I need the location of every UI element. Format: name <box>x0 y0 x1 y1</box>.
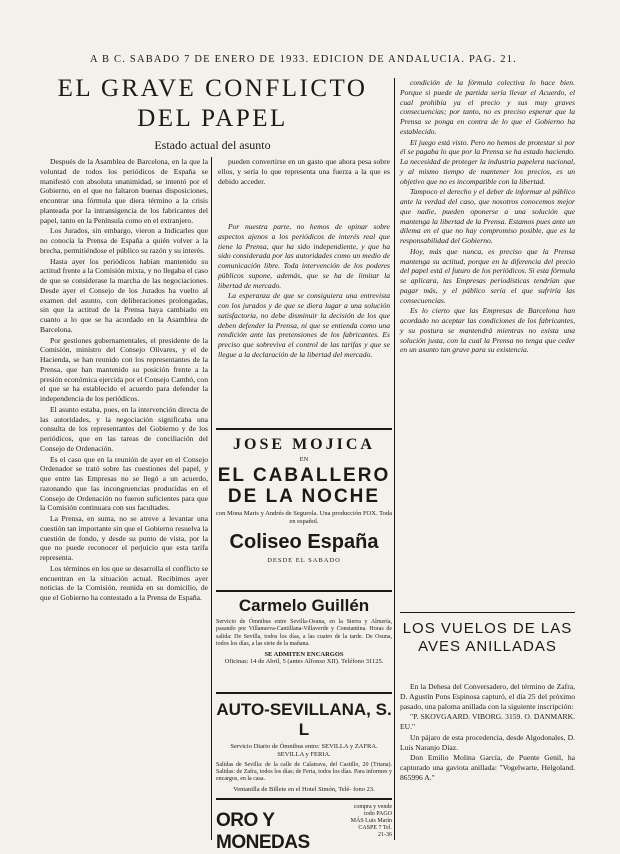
aves-article <box>400 682 575 840</box>
article-column-a <box>40 157 208 840</box>
article-column-c <box>400 78 575 608</box>
paragraph: Por nuestra parte, no hemos de opinar sobre aspectos ajenos a los periódicos de interés real que tiene la Prensa, que ha sido independiente, y que ha sido considerada por las autoridades como un medio de comunicación libre. Toda intervención de los poderes públicos supone, además, que se ha de limitar la libertad de mercado. <box>218 222 390 290</box>
ad-caballero-sub: con Mona Maris y Andrés de Segurola. Una producción FOX. Toda en español. <box>216 509 392 525</box>
section-divider <box>400 612 575 613</box>
paragraph: "P. SKOVGAARD. VIBORG. 3159. O. DANMARK. EU." <box>400 712 575 731</box>
paragraph: Es el caso que en la reunión de ayer en el Consejo Ordenador se trató sobre las cuestiones del papel, y que entre las Empresas no se llegó a un acuerdo, razonando que las incongruencias producidas en el Consejo de Ordenación no fueron suficientes para que la Comisión continuara con sus facultades. <box>40 454 208 513</box>
ad-auto-body: Salidas de Sevilla: de la calle de Calatrava, del Castillo, 20 (Triana). Salidas: de Zafra, todos los días; de Feria, todos los días. Para informes y encargos, en la casa. <box>216 761 392 783</box>
ad-guillen-body: Servicio de Ómnibus entre Sevilla-Osuna, en la Sierra y Almería, pasando por Villanueva-Cantillana-Villaverde y Constantina. Horas de salida: De Sevilla, todos los días, a las cuatro de la tarde. De Osuna, todos los días, a las siete de la mañana. <box>216 619 392 648</box>
paragraph: condición de la fórmula colectiva lo hace bien. Porque si puede de partida sería llevar el Acuerdo, el cual prohibía ya el precio y sus muy graves consecuencias; por tanto, no es preciso esperar que la Prensa se ponga en contra de lo que el Gobierno ha establecido. <box>400 78 575 136</box>
ad-auto-title: AUTO-SEVILLANA, S. L <box>216 700 392 739</box>
ad-auto-sevillana <box>216 692 392 794</box>
aves-title-line-1: LOS VUELOS DE LAS <box>402 620 573 637</box>
ad-oro-title: ORO Y MONEDAS <box>216 810 310 853</box>
ad-mojica-name: JOSE MOJICA <box>233 436 375 453</box>
paragraph: Don Emilio Molina García, de Puente Genil, ha capturado una gaviota anillada: "Vogelwarte, Helgoland. 865996 A." <box>400 753 575 782</box>
column-divider <box>211 157 212 840</box>
aves-headline <box>400 620 575 656</box>
paragraph: Un pájaro de esta procedencia, desde Algodonales, D. Luis Naranjo Díaz. <box>400 732 575 752</box>
page-header: A B C. SABADO 7 DE ENERO DE 1933. EDICION DE ANDALUCIA. PAG. 21. <box>90 54 518 65</box>
article-column-b <box>218 222 390 422</box>
headline <box>40 74 385 134</box>
headline-line-2: DEL PAPEL <box>137 105 288 132</box>
ad-auto-note: Ventanilla de Billete en el Hotel Simón, Telé- fono 23. <box>233 785 375 793</box>
paragraph: La esperanza de que se consiguiera una entrevista con los jurados y de que se diera lugar a una solución satisfactoria, no debe disminuir la decisión de los que deben defender la Prensa, ni que se entienda como una rendición ante las pretensiones de los fabricantes. Es preciso que sobreviva el control de las tarifas y que se llegue a la declaración de la libertad del mercado. <box>218 291 390 359</box>
paragraph: Tampoco el derecho y el deber de informar al público ante la verdad del caso, que nosotros conocemos mejor que nadie, pueden oponerse a una solución que mantenga la libertad de la Prensa. Estamos pues ante un dilema en el que no hay compromiso posible, que es la responsabilidad del Gobierno. <box>400 187 575 245</box>
paragraph: Después de la Asamblea de Barcelona, en la que la voluntad de todos los periódicos de España se manifestó con absoluta unanimidad, se intentó por el Gobierno, en el que no faltaron buenas disposiciones, encontrar una fórmula que diera término a la crisis planteada por la intransigencia de los fabricantes del papel, tanto en la Península como en el extranjero. <box>40 157 208 225</box>
paragraph: pueden convertirse en un gasto que ahora pesa sobre ellos, y sería lo que representa una fuerza a la que es debido acceder. <box>218 157 390 186</box>
paragraph: La Prensa, en suma, no se atreve a levantar una cuestión tan importante sin que el Gobierno resuelva la cuestión de fondo, y desde su punto de vista, por la que no puede reconocer el perjuicio que esta tarifa representa. <box>40 514 208 562</box>
ad-guillen-office: SE ADMITEN ENCARGOS <box>264 650 344 658</box>
ad-guillen <box>216 590 392 690</box>
subheadline: Estado actual del asunto <box>154 138 271 152</box>
ad-coliseo: Coliseo España <box>229 531 379 554</box>
ad-oro-side: compra y vende todo PAGO MÁS Luis Marín CASPE 7 Tel. 21-36 <box>350 804 392 838</box>
ad-mojica <box>216 428 392 588</box>
paragraph: Hasta ayer los periódicos habían mantenido su actitud frente a la Comisión mixta, y no llegaba el caso de que se considerase la marcha de las negociaciones. Desde ayer el Consejo de los Jurados ha vuelto al examen del asunto, con deliberaciones prolongadas, sin que la actitud de la Prensa haya cambiado en cuanto a lo que se ha acordado en la Asamblea de Barcelona. <box>40 256 208 334</box>
advertisements <box>216 428 392 853</box>
paragraph: El juego está visto. Pero no hemos de protestar si por él se pagaba lo que por la Prensa se ha estado haciendo. La necesidad de proteger la industria papelera nacional, y al mismo tiempo de mantener los precios, es un objetivo que no es incompatible con la libertad. <box>400 137 575 186</box>
paragraph: Es lo cierto que las Empresas de Barcelona han acordado no aceptar las condiciones de los fabricantes, y su postura se mantendrá mientras no exista una solución justa, con la cual la Prensa no tenga que ceder en un asunto tan grave para su existencia. <box>400 306 575 355</box>
paragraph: Por gestiones gubernamentales, el presidente de la Comisión, ministro del Consejo Olivares, y el de Hacienda, se han reunido con los representantes de la Prensa, que han mantenido su posición frente a la presión económica ejercida por el Consejo Cambó, con el que se ha establecido el acuerdo para defender la independencia de los periódicos. <box>40 335 208 403</box>
ad-oro-monedas <box>216 798 392 853</box>
headline-line-1: EL GRAVE CONFLICTO <box>57 75 368 102</box>
paragraph: Hoy, más que nunca, es preciso que la Prensa mantenga su actitud, porque en la diferencia del precio del papel está el futuro de los periódicos. Si esta fórmula se aplicara, las Empresas periodísticas tendrían que pagar más, y el público sería el que sufriría las consecuencias. <box>400 246 575 305</box>
paragraph: Los términos en los que se desarrolla el conflicto se encuentran en la situación actual. Recibimos ayer noticias de la Comisión, reunida en su domicilio, de que el Gobierno ha contestado a la Prensa de España. <box>40 563 208 602</box>
paragraph: El asunto estaba, pues, en la intervención directa de las autoridades, y la negociación significaba una consulta de los representantes del Gobierno y de los periódicos, que en las tareas de conciliación del Consejo de Ordenación. <box>40 404 208 453</box>
ad-guillen-title: Carmelo Guillén <box>238 596 370 615</box>
paragraph: Los Jurados, sin embargo, vieron a Indicarles que no conocía la Prensa de España a quién volver a la brecha, permitiéndose el público su razón y su interés. <box>40 226 208 255</box>
ad-auto-sub: Servicio Diario de Ómnibus entre: SEVILLA y ZAFRA. SEVILLA y FERIA. <box>230 743 378 758</box>
paragraph: En la Dehesa del Conversadero, del término de Zafra, D. Agustín Pons Espinosa capturó, el día 25 del próximo pasado, una paloma anillada con la siguiente inscripción: <box>400 682 575 711</box>
column-divider <box>394 78 395 840</box>
ad-mojica-en: EN <box>299 456 309 463</box>
ad-caballero-title: EL CABALLERO DE LA NOCHE <box>217 464 391 507</box>
aves-title-line-2: AVES ANILLADAS <box>418 638 557 655</box>
ad-coliseo-sub: DESDE EL SABADO <box>267 557 341 565</box>
ad-guillen-addr: Oficinas: 14 de Abril, 5 (antes Alfonso XII). Teléfono 31125. <box>224 658 384 666</box>
